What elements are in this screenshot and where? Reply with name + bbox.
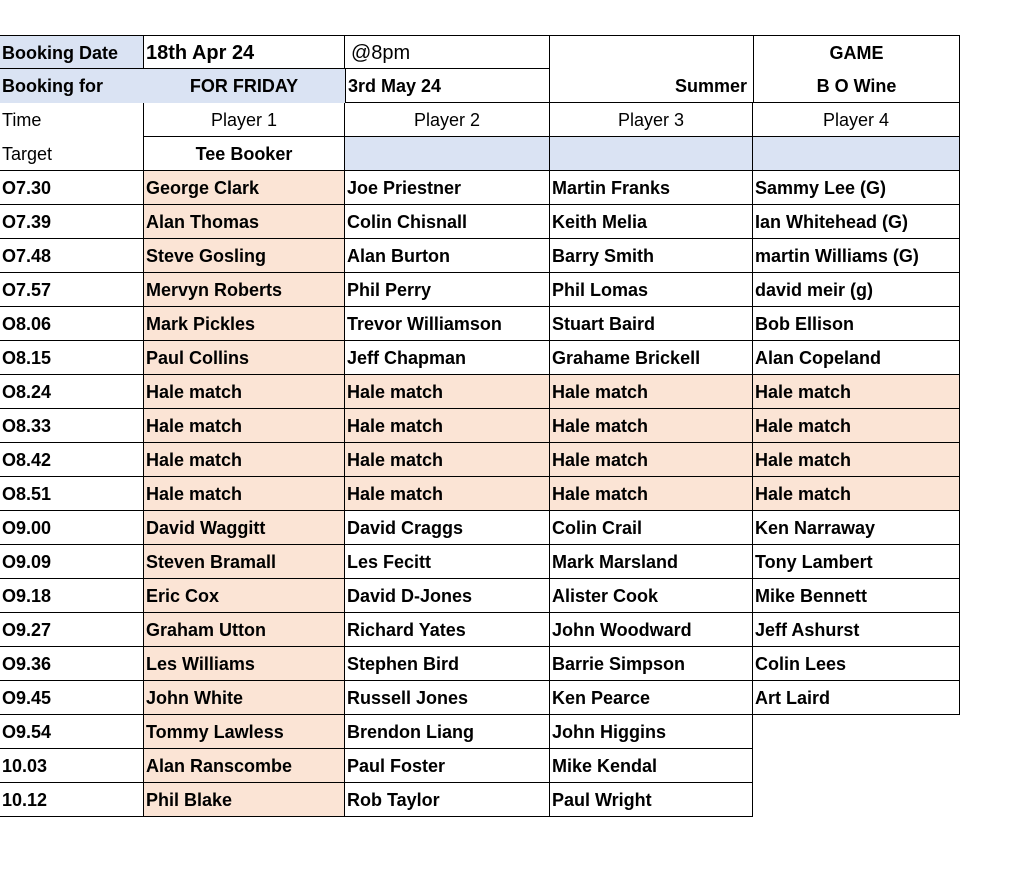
booking-time-value[interactable]: @8pm: [345, 35, 550, 69]
player1-cell[interactable]: Les Williams: [143, 647, 345, 681]
player3-cell[interactable]: John Woodward: [550, 613, 753, 647]
player1-cell[interactable]: Steve Gosling: [143, 239, 345, 273]
player2-cell[interactable]: Richard Yates: [345, 613, 550, 647]
player3-cell[interactable]: Alister Cook: [550, 579, 753, 613]
player4-cell[interactable]: Hale match: [753, 443, 960, 477]
tee-time: O8.15: [0, 341, 143, 375]
player2-cell[interactable]: Hale match: [345, 375, 550, 409]
player2-cell[interactable]: David Craggs: [345, 511, 550, 545]
tee-time: O8.24: [0, 375, 143, 409]
player1-cell[interactable]: Graham Utton: [143, 613, 345, 647]
booking-date-value[interactable]: 18th Apr 24: [143, 35, 345, 69]
player3-cell[interactable]: Paul Wright: [550, 783, 753, 817]
player1-cell[interactable]: George Clark: [143, 171, 345, 205]
player4-cell[interactable]: Ken Narraway: [753, 511, 960, 545]
tee-time: O8.33: [0, 409, 143, 443]
tee-time: O7.48: [0, 239, 143, 273]
player2-cell[interactable]: Stephen Bird: [345, 647, 550, 681]
player1-cell[interactable]: Mark Pickles: [143, 307, 345, 341]
player3-cell[interactable]: Hale match: [550, 443, 753, 477]
player1-column-header: Player 1: [143, 103, 345, 137]
player1-cell[interactable]: Phil Blake: [143, 783, 345, 817]
player1-cell[interactable]: Hale match: [143, 477, 345, 511]
player1-cell[interactable]: Hale match: [143, 443, 345, 477]
game-name[interactable]: B O Wine: [753, 69, 960, 103]
tee-time: O9.27: [0, 613, 143, 647]
player3-cell[interactable]: John Higgins: [550, 715, 753, 749]
player4-cell[interactable]: Bob Ellison: [753, 307, 960, 341]
player4-cell[interactable]: Hale match: [753, 375, 960, 409]
tee-time: O8.42: [0, 443, 143, 477]
player3-column-header: Player 3: [550, 103, 753, 137]
tee-time: O7.57: [0, 273, 143, 307]
tee-time: O9.18: [0, 579, 143, 613]
player2-column-header: Player 2: [345, 103, 550, 137]
player2-cell[interactable]: Brendon Liang: [345, 715, 550, 749]
player1-cell[interactable]: Paul Collins: [143, 341, 345, 375]
player4-cell[interactable]: [753, 749, 960, 783]
player3-cell[interactable]: Grahame Brickell: [550, 341, 753, 375]
player4-cell[interactable]: Jeff Ashurst: [753, 613, 960, 647]
player3-cell[interactable]: Colin Crail: [550, 511, 753, 545]
player1-cell[interactable]: Hale match: [143, 409, 345, 443]
target-cell-player2[interactable]: [345, 137, 550, 171]
player2-cell[interactable]: Hale match: [345, 409, 550, 443]
player3-cell[interactable]: Barrie Simpson: [550, 647, 753, 681]
tee-time: 10.03: [0, 749, 143, 783]
player3-cell[interactable]: Keith Melia: [550, 205, 753, 239]
player4-cell[interactable]: Art Laird: [753, 681, 960, 715]
player4-cell[interactable]: Alan Copeland: [753, 341, 960, 375]
player1-cell[interactable]: Mervyn Roberts: [143, 273, 345, 307]
player1-cell[interactable]: David Waggitt: [143, 511, 345, 545]
player2-cell[interactable]: Joe Priestner: [345, 171, 550, 205]
player1-cell[interactable]: Hale match: [143, 375, 345, 409]
player4-cell[interactable]: Mike Bennett: [753, 579, 960, 613]
tee-time: O9.45: [0, 681, 143, 715]
player3-cell[interactable]: Mike Kendal: [550, 749, 753, 783]
player2-cell[interactable]: Phil Perry: [345, 273, 550, 307]
player2-cell[interactable]: Jeff Chapman: [345, 341, 550, 375]
player3-cell[interactable]: Martin Franks: [550, 171, 753, 205]
player1-cell[interactable]: Tommy Lawless: [143, 715, 345, 749]
booking-for-date[interactable]: 3rd May 24: [345, 69, 550, 103]
player2-cell[interactable]: David D-Jones: [345, 579, 550, 613]
tee-time: O7.30: [0, 171, 143, 205]
time-column-header: Time: [2, 110, 42, 130]
player4-cell[interactable]: Hale match: [753, 477, 960, 511]
player2-cell[interactable]: Hale match: [345, 443, 550, 477]
target-label: Target: [0, 137, 143, 171]
player3-cell[interactable]: Phil Lomas: [550, 273, 753, 307]
player1-cell[interactable]: Steven Bramall: [143, 545, 345, 579]
player2-cell[interactable]: Paul Foster: [345, 749, 550, 783]
tee-booker-label: Tee Booker: [143, 137, 345, 171]
player4-cell[interactable]: Hale match: [753, 409, 960, 443]
booking-for-day[interactable]: FOR FRIDAY: [143, 69, 345, 103]
player3-cell[interactable]: Ken Pearce: [550, 681, 753, 715]
tee-time: O9.09: [0, 545, 143, 579]
player4-cell[interactable]: Tony Lambert: [753, 545, 960, 579]
player4-cell[interactable]: Colin Lees: [753, 647, 960, 681]
player3-cell[interactable]: Hale match: [550, 375, 753, 409]
player4-cell[interactable]: [753, 783, 960, 817]
player3-cell[interactable]: Hale match: [550, 409, 753, 443]
player1-cell[interactable]: John White: [143, 681, 345, 715]
target-cell-player4[interactable]: [753, 137, 960, 171]
player3-cell[interactable]: Mark Marsland: [550, 545, 753, 579]
player2-cell[interactable]: Trevor Williamson: [345, 307, 550, 341]
tee-time: O7.39: [0, 205, 143, 239]
player1-cell[interactable]: Alan Thomas: [143, 205, 345, 239]
player4-column-header: Player 4: [753, 103, 960, 137]
player3-cell[interactable]: Barry Smith: [550, 239, 753, 273]
player4-cell[interactable]: Ian Whitehead (G): [753, 205, 960, 239]
player2-cell[interactable]: Alan Burton: [345, 239, 550, 273]
player3-cell[interactable]: Hale match: [550, 477, 753, 511]
tee-time: 10.12: [0, 783, 143, 817]
tee-time: O9.00: [0, 511, 143, 545]
player4-cell[interactable]: [753, 715, 960, 749]
booking-for-label: Booking for: [0, 69, 143, 103]
player2-cell[interactable]: Les Fecitt: [345, 545, 550, 579]
player2-cell[interactable]: Rob Taylor: [345, 783, 550, 817]
player1-cell[interactable]: Eric Cox: [143, 579, 345, 613]
tee-time: O8.06: [0, 307, 143, 341]
player2-cell[interactable]: Russell Jones: [345, 681, 550, 715]
player1-cell[interactable]: Alan Ranscombe: [143, 749, 345, 783]
tee-time: O8.51: [0, 477, 143, 511]
player2-cell[interactable]: Colin Chisnall: [345, 205, 550, 239]
empty-header-cell: [550, 35, 753, 69]
player4-cell[interactable]: david meir (g): [753, 273, 960, 307]
target-cell-player3[interactable]: [550, 137, 753, 171]
player3-cell[interactable]: Stuart Baird: [550, 307, 753, 341]
tee-time: O9.54: [0, 715, 143, 749]
tee-time: O9.36: [0, 647, 143, 681]
player4-cell[interactable]: Sammy Lee (G): [753, 171, 960, 205]
player4-cell[interactable]: martin Williams (G): [753, 239, 960, 273]
player2-cell[interactable]: Hale match: [345, 477, 550, 511]
booking-date-label: Booking Date: [0, 35, 143, 69]
season-value[interactable]: Summer: [550, 69, 753, 103]
game-label: GAME: [753, 35, 960, 69]
